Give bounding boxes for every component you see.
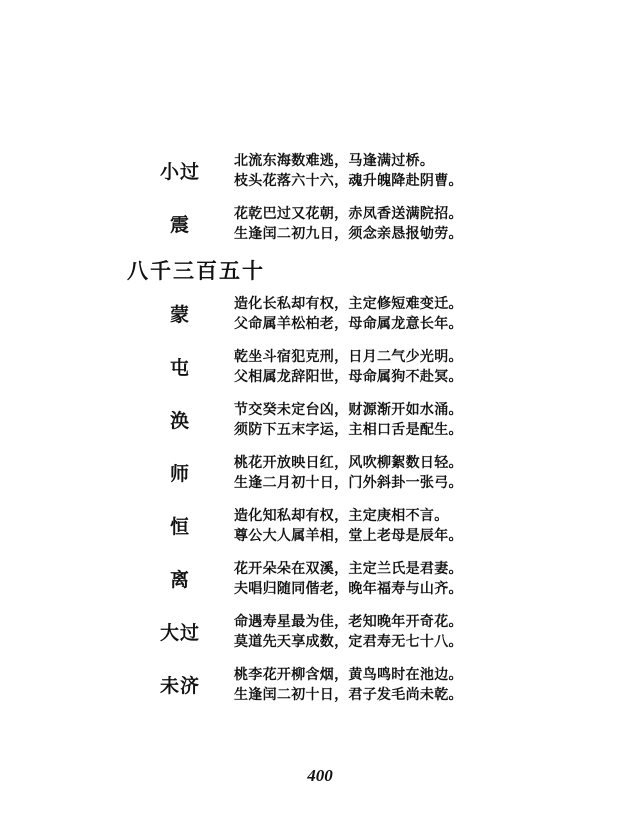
- hexagram-name: 小过: [159, 161, 200, 183]
- entry-daguo: [0, 613, 640, 657]
- verse-line-2: 莫道先天享成数，定君寿无七十八。: [234, 634, 463, 650]
- entry-xiaoguo: [0, 152, 640, 196]
- hexagram-name: 未济: [159, 675, 200, 697]
- verse-line-1: 造化长私却有权，主定修短难变迁。: [234, 296, 463, 312]
- verse-line-2: 生逢闰二初九日，须念亲恳报劬劳。: [234, 226, 463, 242]
- verse-line-1: 花乾巴过又花朝，赤凤香送满院招。: [234, 206, 463, 222]
- entry-meng: [0, 295, 640, 339]
- verse-line-2: 生逢二月初十日，门外斜卦一张弓。: [234, 475, 463, 491]
- hexagram-name: 师: [169, 463, 190, 485]
- verse-line-1: 桃李花开柳含烟，黄鸟鸣时在池边。: [234, 667, 463, 683]
- verse-line-1: 北流东海数难逃，马逢满过桥。: [234, 153, 435, 169]
- hexagram-name: 恒: [169, 516, 190, 538]
- hexagram-name: 涣: [169, 410, 190, 432]
- verse-line-2: 父命属羊松柏老，母命属龙意长年。: [234, 316, 463, 332]
- verse-line-1: 桃花开放映日红，风吹柳絮数日轻。: [234, 455, 463, 471]
- verse-line-2: 须防下五末字运，主相口舌是配生。: [234, 422, 463, 438]
- verse-line-1: 命遇寿星最为佳，老知晚年开奇花。: [234, 614, 463, 630]
- entry-weiji: [0, 666, 640, 710]
- verse-line-1: 乾坐斗宿犯克刑，日月二气少光明。: [234, 349, 463, 365]
- verse-line-1: 节交癸未定台凶，财源渐开如水涌。: [234, 402, 463, 418]
- entry-huan: [0, 401, 640, 445]
- hexagram-name: 屯: [169, 357, 190, 379]
- hexagram-name: 震: [169, 214, 190, 236]
- page-number: 400: [307, 766, 333, 785]
- entry-zhun: [0, 348, 640, 392]
- verse-line-2: 枝头花落六十六，魂升魄降赴阴曹。: [234, 173, 463, 189]
- verse-line-2: 父相属龙辞阳世，母命属狗不赴冥。: [234, 369, 463, 385]
- hexagram-name: 离: [169, 569, 190, 591]
- entry-zhen: [0, 205, 640, 249]
- verse-line-1: 花开朵朵在双溪，主定兰氏是君妻。: [234, 561, 463, 577]
- entry-li: [0, 560, 640, 604]
- hexagram-name: 大过: [159, 622, 200, 644]
- section-title: 八千三百五十: [127, 258, 265, 283]
- entry-heng: [0, 507, 640, 551]
- verse-line-1: 造化知私却有权，主定庚相不言。: [234, 508, 449, 524]
- entry-shi: [0, 454, 640, 498]
- hexagram-name: 蒙: [169, 304, 190, 326]
- verse-line-2: 生逢闰二初十日，君子发毛尚未乾。: [234, 687, 463, 703]
- verse-line-2: 夫唱归随同偕老，晚年福寿与山齐。: [234, 581, 463, 597]
- verse-line-2: 尊公大人属羊相，堂上老母是辰年。: [234, 528, 463, 544]
